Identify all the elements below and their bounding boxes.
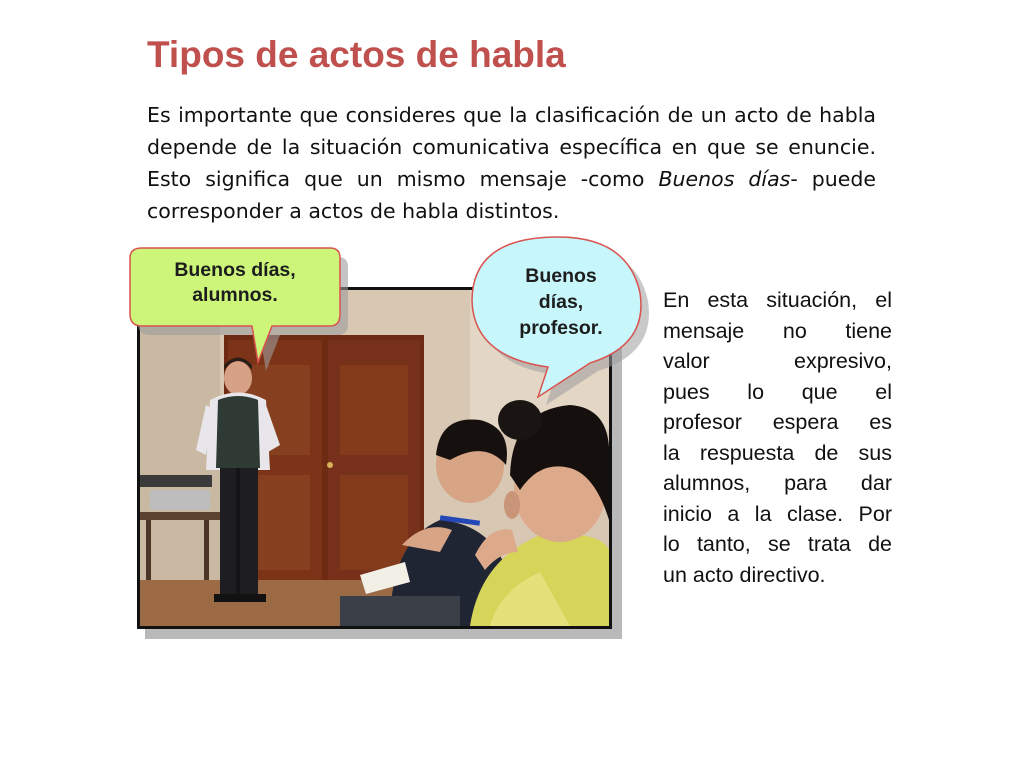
slide-title: Tipos de actos de habla: [147, 34, 566, 75]
explanation-line: En esta situación, el: [663, 288, 892, 312]
teacher-speech-bubble: [126, 246, 356, 376]
explanation-line: un acto directivo.: [663, 562, 826, 587]
students-bubble-text: [486, 263, 636, 341]
explanation-line: mensaje no tiene: [663, 318, 892, 343]
intro-paragraph: [147, 99, 876, 227]
explanation-line: valor expresivo,: [663, 349, 892, 373]
students-bubble-line: días,: [538, 291, 584, 313]
explanation-line: alumnos, para dar: [663, 471, 892, 495]
explanation-line: lo tanto, se trata de: [663, 532, 892, 556]
students-bubble-line: Buenos: [525, 265, 597, 287]
students-bubble-line: profesor.: [519, 317, 603, 339]
teacher-bubble-line: alumnos.: [192, 284, 278, 306]
explanation-line: la respuesta de sus: [663, 440, 892, 465]
explanation-line: profesor espera es: [663, 410, 892, 434]
intro-text-start: Es importante que consideres que la clasificación de un acto de habla depende de la situación comunicativa específica en que se enuncie. Esto significa que un mismo mensaje -como: [147, 103, 876, 191]
teacher-bubble-line: Buenos días,: [174, 259, 296, 281]
teacher-bubble-text: [130, 258, 340, 308]
students-speech-bubble: [466, 235, 652, 405]
explanation-line: inicio a la clase. Por: [663, 501, 892, 526]
explanation-line: pues lo que el: [663, 379, 892, 404]
intro-text-end: - puede corresponder a actos de habla distintos.: [147, 167, 877, 223]
intro-emphasis: Buenos días: [658, 167, 791, 191]
explanation-paragraph: [663, 285, 892, 590]
